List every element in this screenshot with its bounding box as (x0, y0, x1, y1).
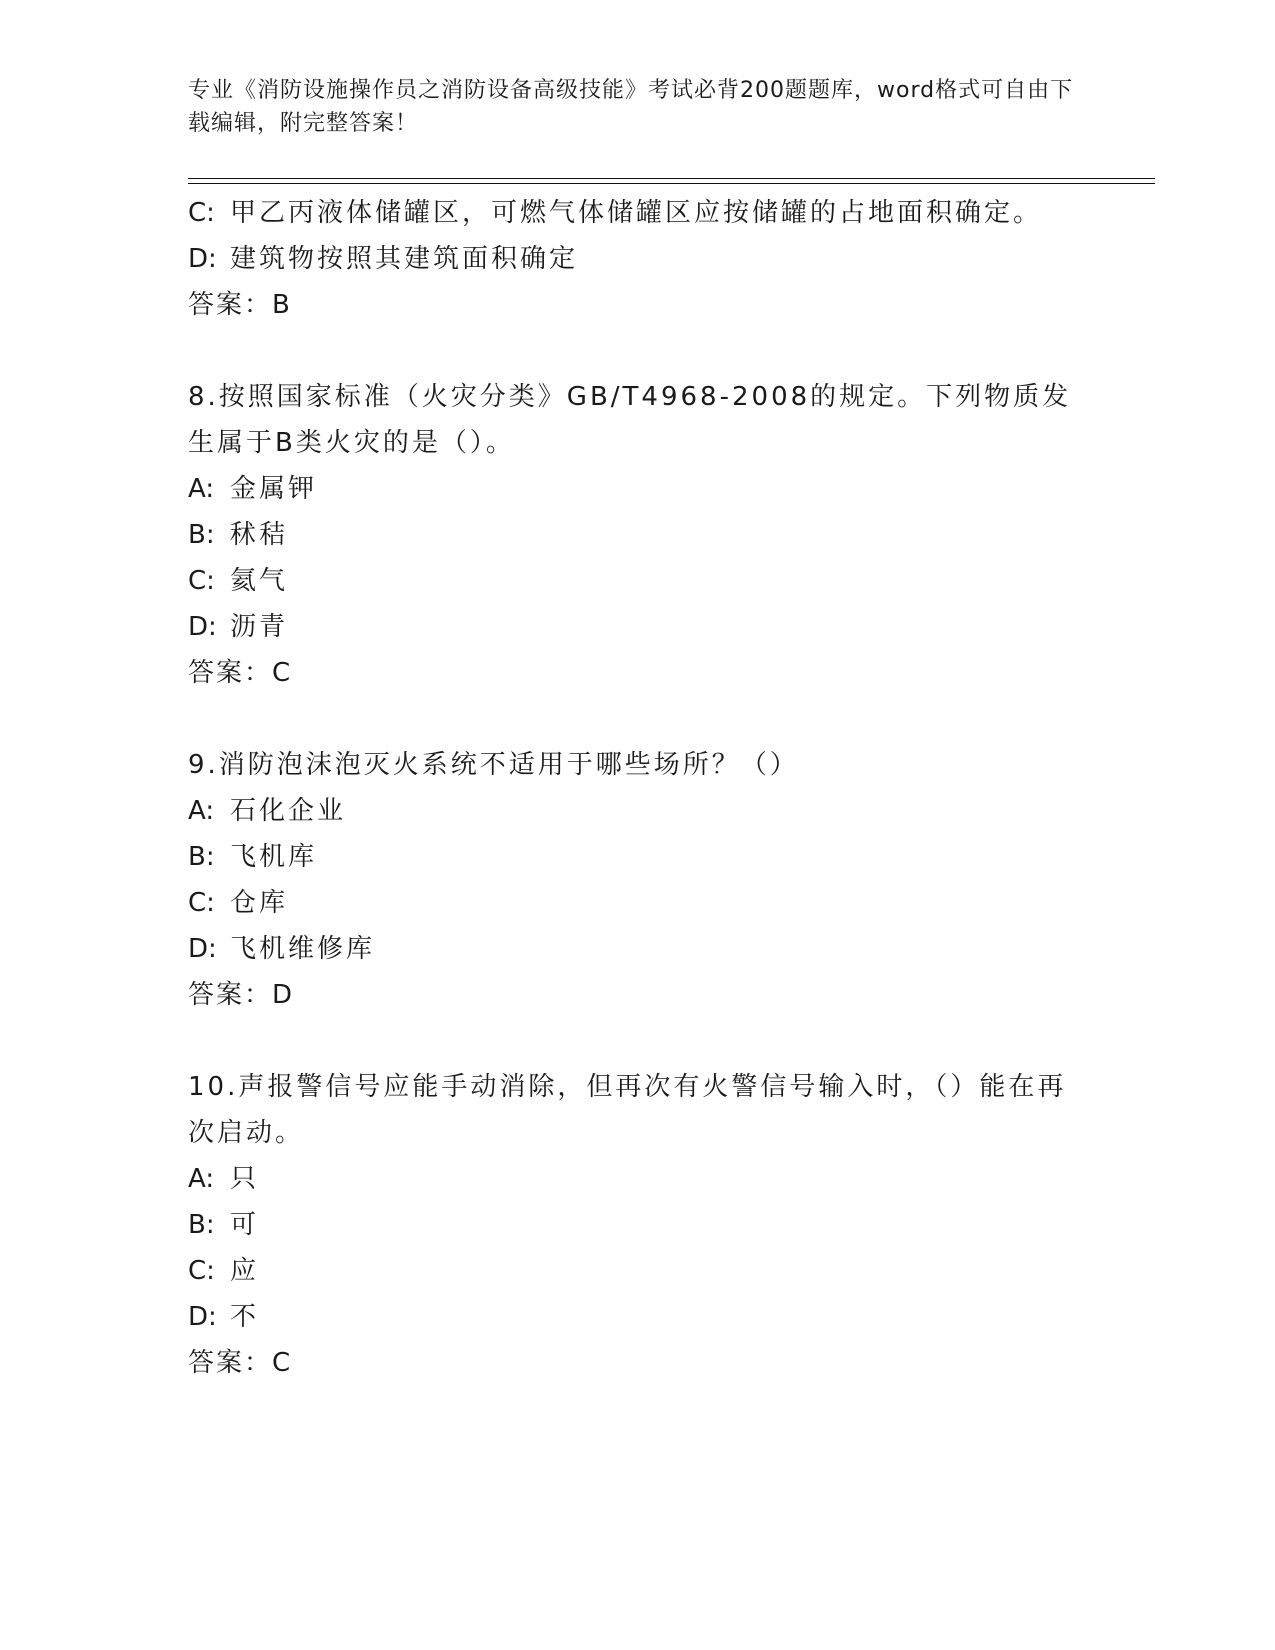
option-text: 石化企业 (230, 796, 347, 826)
option-letter: A: (188, 1164, 215, 1194)
option-letter: C: (188, 1256, 215, 1286)
question-text: 9.消防泡沫泡灭火系统不适用于哪些场所？（） (188, 750, 799, 780)
option-text: 金属钾 (230, 474, 318, 504)
question-8 (188, 374, 1108, 696)
answer-line: 答案：D (188, 980, 295, 1010)
option-text: 飞机维修库 (230, 934, 376, 964)
option-text: 可 (230, 1210, 260, 1240)
option-text: 仓库 (230, 888, 289, 918)
option-c (188, 1248, 1108, 1294)
question-text: 10.声报警信号应能手动消除，但再次有火警信号输入时，（）能在再次启动。 (188, 1072, 1067, 1148)
option-c (188, 880, 1108, 926)
option-text: 甲乙丙液体储罐区，可燃气体储罐区应按储罐的占地面积确定。 (230, 198, 1043, 228)
option-letter: B: (188, 520, 215, 550)
header-text: 专业《消防设施操作员之消防设备高级技能》考试必背200题题库，word格式可自由下载编辑，附完整答案！ (188, 78, 1074, 136)
option-text: 只 (230, 1164, 260, 1194)
option-d (188, 236, 1108, 282)
option-d (188, 926, 1108, 972)
option-d (188, 604, 1108, 650)
question-list (188, 190, 1108, 1386)
option-letter: B: (188, 842, 215, 872)
question-text: 8.按照国家标准（火灾分类》GB/T4968-2008的规定。下列物质发生属于B类火灾的是（）。 (188, 382, 1072, 458)
question-10 (188, 1064, 1108, 1386)
option-letter: D: (188, 612, 217, 642)
option-a (188, 466, 1108, 512)
option-text: 沥青 (230, 612, 289, 642)
option-letter: C: (188, 198, 215, 228)
option-letter: A: (188, 474, 215, 504)
option-letter: D: (188, 1302, 217, 1332)
option-letter: B: (188, 1210, 215, 1240)
option-text: 建筑物按照其建筑面积确定 (230, 244, 579, 274)
option-d (188, 1294, 1108, 1340)
option-text: 飞机库 (230, 842, 318, 872)
spacer (188, 328, 1108, 374)
option-letter: D: (188, 934, 217, 964)
option-c (188, 558, 1108, 604)
document-header (188, 74, 1088, 140)
option-text: 氦气 (230, 566, 289, 596)
header-rule-bottom (188, 183, 1155, 184)
question-continued (188, 190, 1108, 328)
answer-line: 答案：C (188, 1348, 293, 1378)
option-text: 不 (230, 1302, 260, 1332)
answer-line: 答案：B (188, 290, 292, 320)
option-text: 秫秸 (230, 520, 289, 550)
spacer (188, 1018, 1108, 1064)
option-b (188, 512, 1108, 558)
option-letter: D: (188, 244, 217, 274)
option-a (188, 1156, 1108, 1202)
option-letter: C: (188, 566, 215, 596)
question-9 (188, 742, 1108, 1018)
option-b (188, 834, 1108, 880)
option-letter: C: (188, 888, 215, 918)
option-letter: A: (188, 796, 215, 826)
option-text: 应 (230, 1256, 260, 1286)
answer-line: 答案：C (188, 658, 293, 688)
option-c (188, 190, 1108, 236)
spacer (188, 696, 1108, 742)
header-rule-top (188, 178, 1155, 179)
option-b (188, 1202, 1108, 1248)
option-a (188, 788, 1108, 834)
